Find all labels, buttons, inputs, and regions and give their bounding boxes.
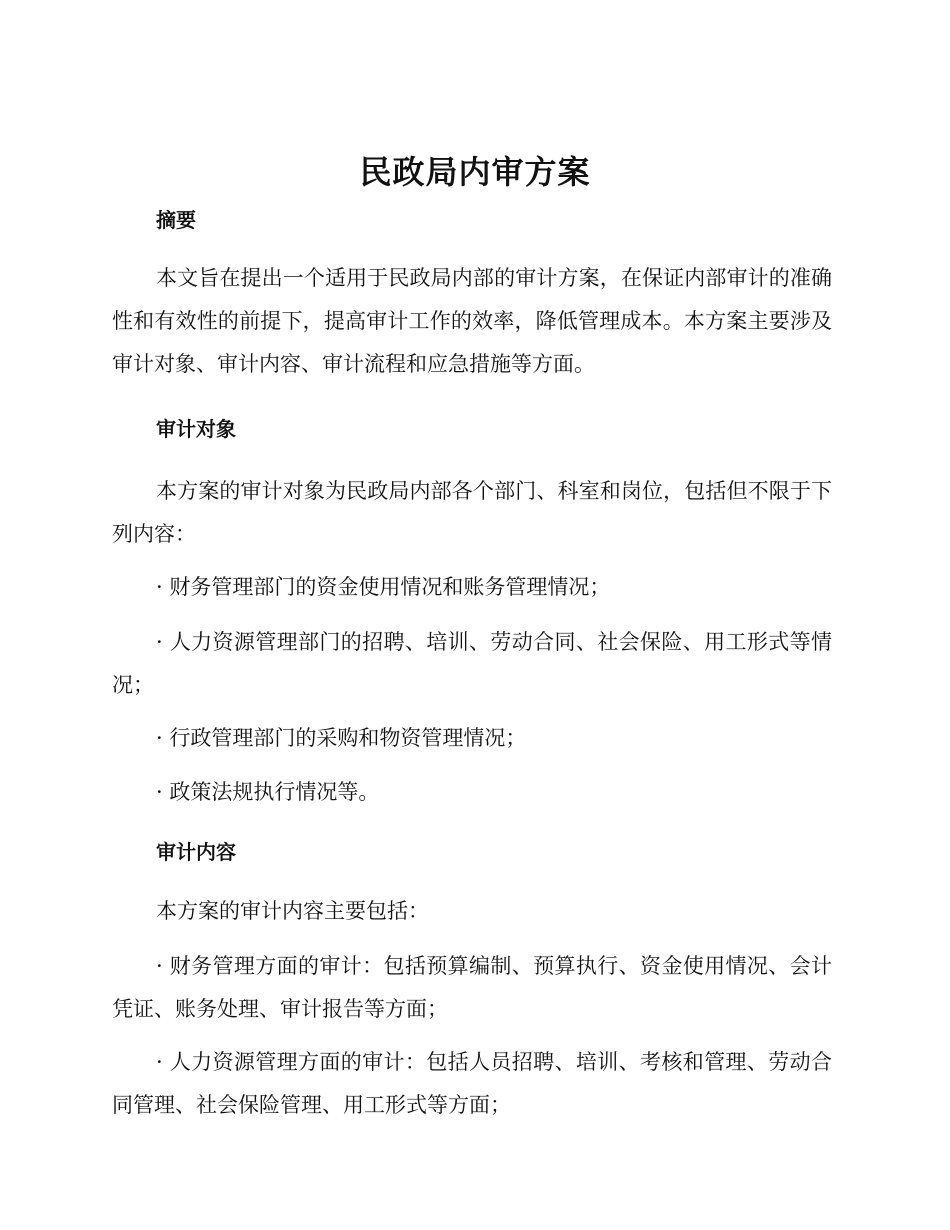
audit-object-bullet-finance: · 财务管理部门的资金使用情况和账务管理情况； (156, 575, 611, 599)
audit-object-bullet-admin: · 行政管理部门的采购和物资管理情况； (156, 726, 527, 750)
audit-object-heading: 审计对象 (156, 417, 236, 441)
audit-object-bullet-policy: · 政策法规执行情况等。 (156, 780, 380, 804)
audit-content-bullet-finance: · 财务管理方面的审计：包括预算编制、预算执行、资金使用情况、会计凭证、账务处理、审计报告等方面； (112, 954, 832, 1021)
audit-content-heading: 审计内容 (156, 840, 236, 864)
audit-object-paragraph: 本方案的审计对象为民政局内部各个部门、科室和岗位，包括但不限于下列内容： (112, 479, 832, 546)
audit-content-paragraph: 本方案的审计内容主要包括： (156, 899, 429, 923)
audit-content-bullet-hr: · 人力资源管理方面的审计：包括人员招聘、培训、考核和管理、劳动合同管理、社会保险管理、用工形式等方面； (112, 1050, 832, 1117)
abstract-heading: 摘要 (156, 208, 196, 232)
document-title: 民政局内审方案 (359, 153, 591, 191)
abstract-paragraph: 本文旨在提出一个适用于民政局内部的审计方案，在保证内部审计的准确性和有效性的前提下，提高审计工作的效率，降低管理成本。本方案主要涉及审计对象、审计内容、审计流程和应急措施等方面。 (112, 266, 832, 376)
document-body (112, 200, 832, 1127)
audit-object-bullet-hr: · 人力资源管理部门的招聘、培训、劳动合同、社会保险、用工形式等情况； (112, 630, 832, 697)
